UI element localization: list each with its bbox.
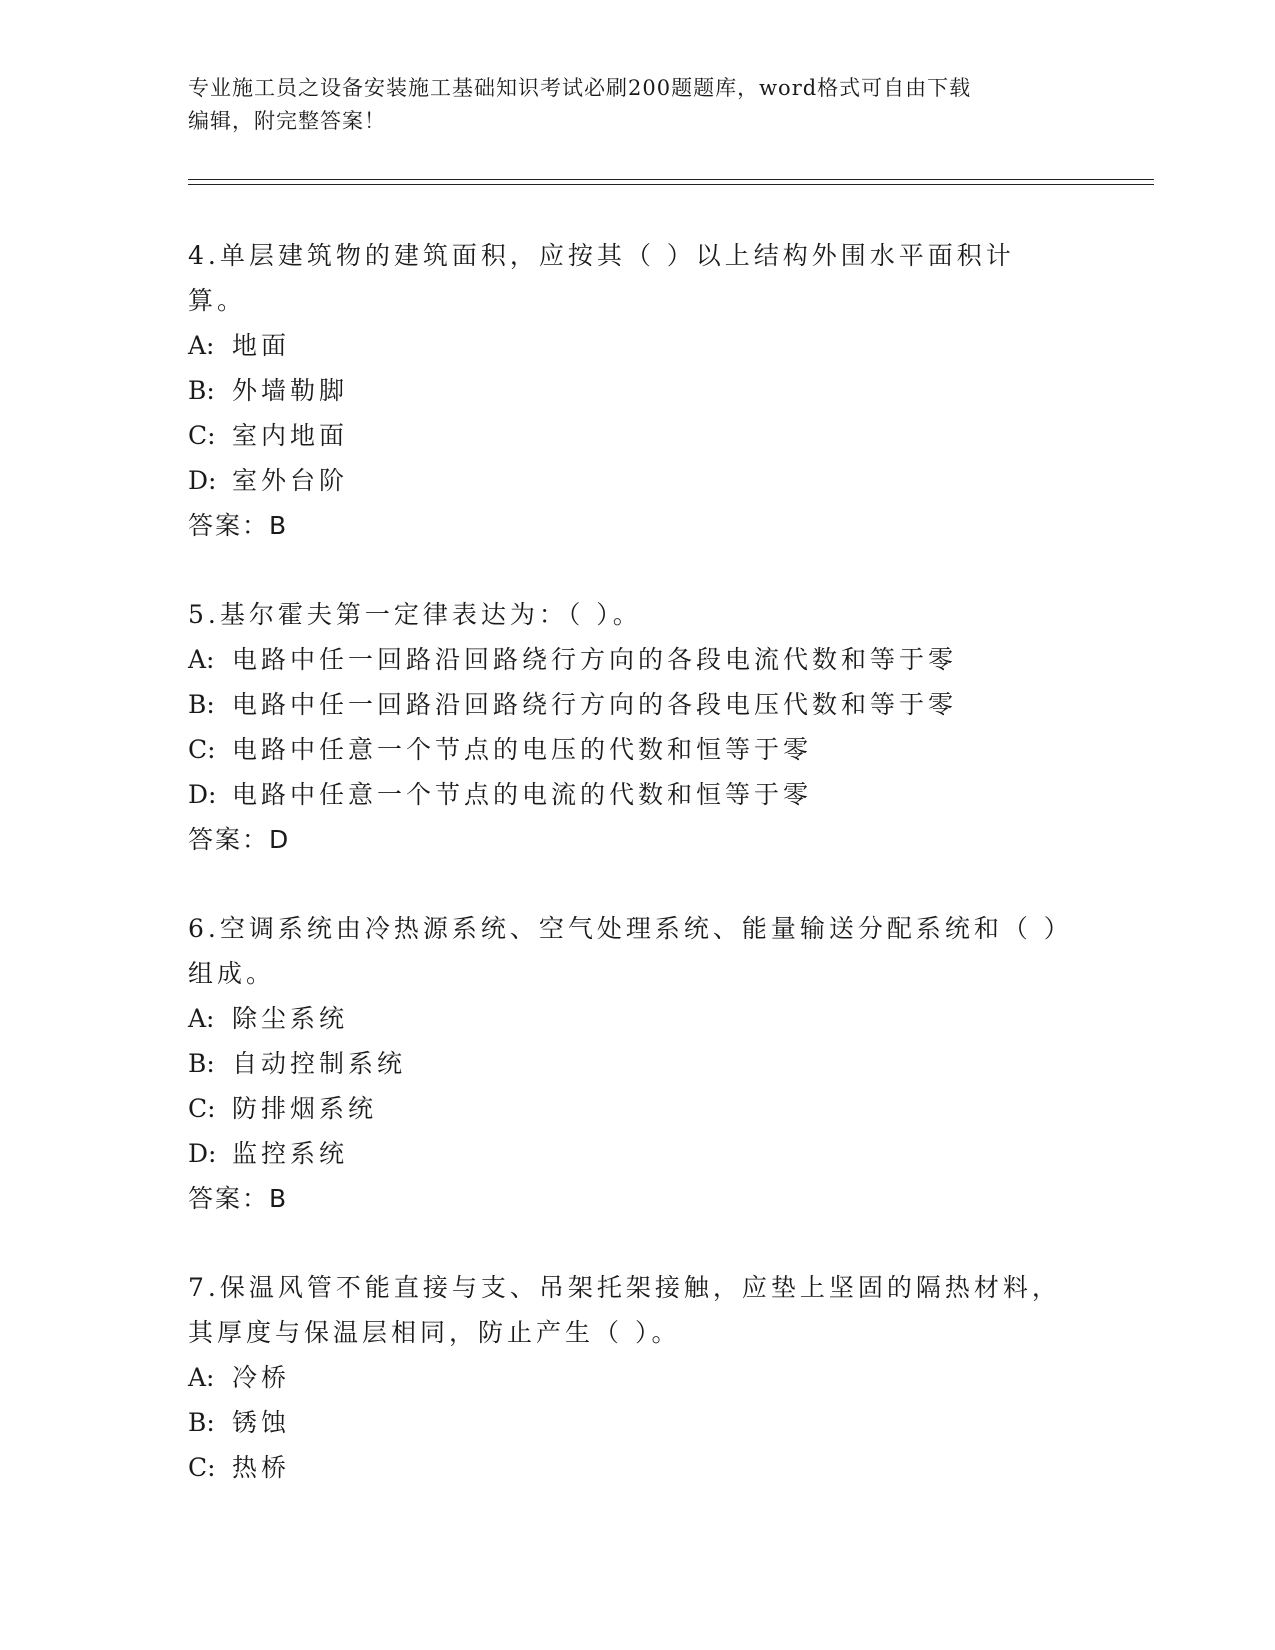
- option-text: 防排烟系统: [232, 1094, 378, 1123]
- option-text: 除尘系统: [232, 1004, 349, 1033]
- option-text: 监控系统: [232, 1139, 349, 1168]
- option-key: A:: [188, 331, 215, 360]
- option-text: 室内地面: [232, 421, 349, 450]
- header-divider-bottom: [188, 184, 1154, 185]
- option-d: [188, 772, 1088, 817]
- option-key: A:: [188, 645, 215, 674]
- option-text: 热桥: [232, 1453, 291, 1482]
- question-stem: 7.保温风管不能直接与支、吊架托架接触，应垫上坚固的隔热材料，其厚度与保温层相同，防止产生（ ）。: [188, 1273, 1061, 1347]
- question-stem: 6.空调系统由冷热源系统、空气处理系统、能量输送分配系统和（ ）组成。: [188, 914, 1061, 988]
- option-text: 电路中任一回路沿回路绕行方向的各段电流代数和等于零: [232, 645, 958, 674]
- option-c: [188, 413, 1088, 458]
- option-key: D:: [188, 780, 217, 809]
- option-text: 电路中任意一个节点的电流的代数和恒等于零: [232, 780, 813, 809]
- option-b: [188, 1041, 1088, 1086]
- option-b: [188, 368, 1088, 413]
- header-title-line-1: 专业施工员之设备安装施工基础知识考试必刷200题题库，word格式可自由下载: [188, 76, 972, 100]
- option-b: [188, 682, 1088, 727]
- option-key: C:: [188, 1453, 216, 1482]
- option-a: [188, 1355, 1088, 1400]
- option-key: A:: [188, 1363, 215, 1392]
- question-item: [188, 592, 1088, 862]
- question-stem: 5.基尔霍夫第一定律表达为：（ ）。: [188, 600, 642, 629]
- option-text: 锈蚀: [232, 1408, 291, 1437]
- question-list: [188, 233, 1088, 1534]
- question-stem: 4.单层建筑物的建筑面积，应按其（ ）以上结构外围水平面积计算。: [188, 241, 1015, 315]
- option-text: 冷桥: [232, 1363, 291, 1392]
- answer-line: 答案：D: [188, 825, 291, 854]
- option-d: [188, 458, 1088, 503]
- option-key: D:: [188, 1139, 217, 1168]
- option-key: B:: [188, 690, 215, 719]
- option-key: A:: [188, 1004, 215, 1033]
- option-text: 室外台阶: [232, 466, 349, 495]
- option-text: 电路中任一回路沿回路绕行方向的各段电压代数和等于零: [232, 690, 958, 719]
- option-a: [188, 637, 1088, 682]
- option-a: [188, 996, 1088, 1041]
- option-c: [188, 1445, 1088, 1490]
- question-item: [188, 1265, 1088, 1490]
- header-title-line-2: 编辑，附完整答案！: [188, 109, 386, 133]
- option-text: 外墙勒脚: [232, 376, 349, 405]
- option-key: C:: [188, 735, 216, 764]
- option-key: D:: [188, 466, 217, 495]
- option-text: 地面: [232, 331, 291, 360]
- option-a: [188, 323, 1088, 368]
- option-c: [188, 727, 1088, 772]
- option-b: [188, 1400, 1088, 1445]
- option-key: C:: [188, 1094, 216, 1123]
- option-c: [188, 1086, 1088, 1131]
- question-item: [188, 233, 1088, 548]
- header-divider-top: [188, 179, 1154, 180]
- document-header: [188, 72, 1088, 138]
- option-key: B:: [188, 1408, 215, 1437]
- answer-line: 答案：B: [188, 1184, 289, 1213]
- option-key: C:: [188, 421, 216, 450]
- option-text: 自动控制系统: [232, 1049, 407, 1078]
- option-text: 电路中任意一个节点的电压的代数和恒等于零: [232, 735, 813, 764]
- answer-line: 答案：B: [188, 511, 289, 540]
- option-d: [188, 1131, 1088, 1176]
- option-key: B:: [188, 1049, 215, 1078]
- option-key: B:: [188, 376, 215, 405]
- question-item: [188, 906, 1088, 1221]
